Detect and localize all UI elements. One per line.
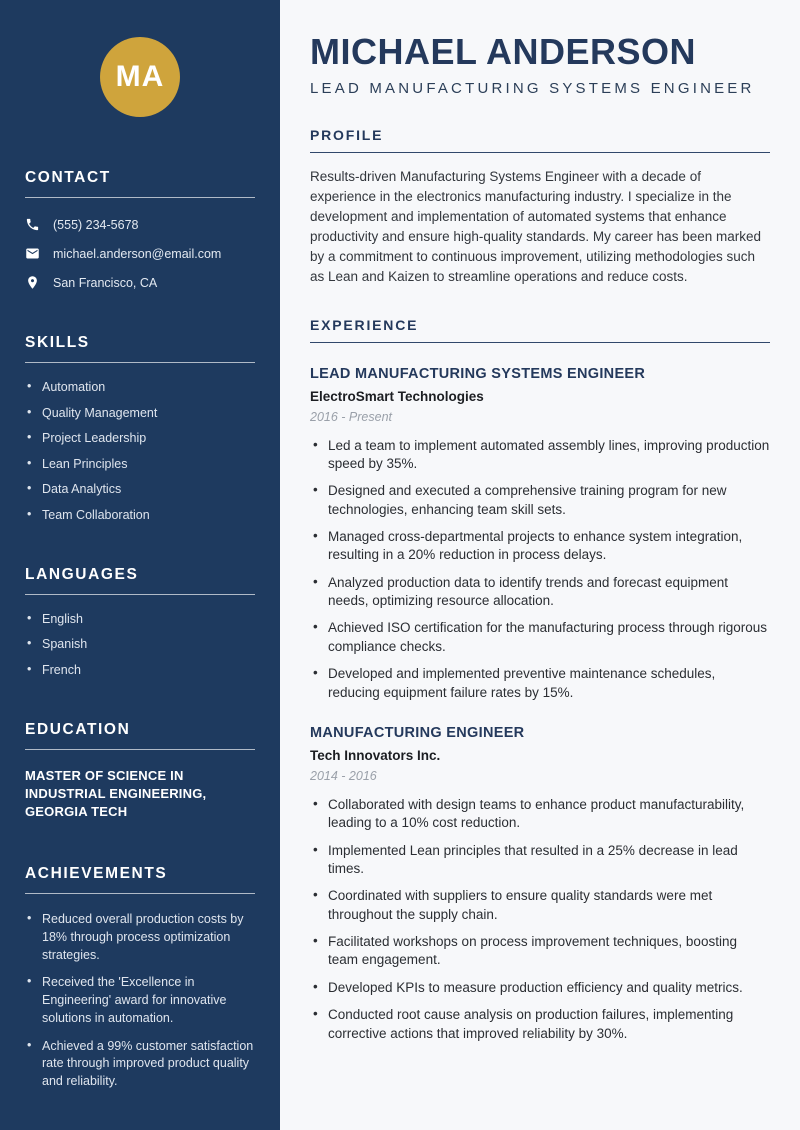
achievements-list <box>25 911 255 1091</box>
contact-item-email <box>25 246 255 261</box>
skill-item: • Automation <box>25 380 255 394</box>
achievement-item: • Achieved a 99% customer satisfaction rate through improved product quality and reliability. <box>25 1038 255 1091</box>
job-bullet: • Achieved ISO certification for the manufacturing process through rigorous compliance checks. <box>310 619 770 656</box>
profile-text: Results-driven Manufacturing Systems Engineer with a decade of experience in the electronics manufacturing industry. I specialize in the development and implementation of automated systems that enhance productivity and ensure high-quality standards. My career has been marked by a commitment to continuous improvement, utilizing methodologies such as Lean and Kaizen to streamline operations and reduce costs. <box>310 168 761 284</box>
phone-icon <box>25 217 40 232</box>
location-icon <box>25 275 40 290</box>
email-icon <box>25 246 40 261</box>
contact-heading: CONTACT <box>25 169 111 186</box>
job-bullet: • Facilitated workshops on process improvement techniques, boosting team engagement. <box>310 933 770 970</box>
candidate-title: LEAD MANUFACTURING SYSTEMS ENGINEER <box>310 79 755 97</box>
avatar-initials: MA <box>115 60 165 93</box>
achievement-item: • Received the 'Excellence in Engineering' award for innovative solutions in automation. <box>25 974 255 1027</box>
languages-list <box>25 612 255 677</box>
contact-item-phone <box>25 217 255 232</box>
job-dates: 2016 - Present <box>310 409 392 424</box>
section-divider <box>25 594 255 595</box>
job-bullet: • Collaborated with design teams to enhance product manufacturability, leading to a 10% cost reduction. <box>310 796 770 833</box>
skills-heading: SKILLS <box>25 334 90 351</box>
language-item: • Spanish <box>25 637 255 651</box>
achievement-item: • Reduced overall production costs by 18% through process optimization strategies. <box>25 911 255 964</box>
job-dates: 2014 - 2016 <box>310 768 377 783</box>
job-bullet: • Designed and executed a comprehensive training program for new technologies, enhancing team skill sets. <box>310 482 770 519</box>
skill-item: • Team Collaboration <box>25 508 255 522</box>
job-bullet: • Analyzed production data to identify trends and forecast equipment needs, optimizing resource allocation. <box>310 574 770 611</box>
contact-item-location <box>25 275 255 290</box>
job-bullet: • Coordinated with suppliers to ensure quality standards were met throughout the supply chain. <box>310 887 770 924</box>
job-title: LEAD MANUFACTURING SYSTEMS ENGINEER <box>310 365 646 382</box>
profile-section <box>310 127 770 287</box>
education-section <box>25 721 255 822</box>
job-bullet: • Conducted root cause analysis on production failures, implementing corrective actions that improved reliability by 30%. <box>310 1006 770 1043</box>
job-title: MANUFACTURING ENGINEER <box>310 724 525 741</box>
skills-list <box>25 380 255 522</box>
language-item: • French <box>25 663 255 677</box>
achievements-section <box>25 865 255 1091</box>
contact-phone-text: (555) 234-5678 <box>53 217 139 232</box>
languages-section <box>25 566 255 677</box>
sidebar <box>0 0 280 1130</box>
skills-section <box>25 334 255 522</box>
section-divider <box>25 893 255 894</box>
experience-heading: EXPERIENCE <box>310 317 770 343</box>
education-heading: EDUCATION <box>25 720 131 738</box>
job-entry <box>310 366 770 702</box>
job-bullets <box>310 437 770 702</box>
job-bullet: • Developed and implemented preventive maintenance schedules, reducing equipment failure rates by 15%. <box>310 665 770 702</box>
section-divider <box>25 362 255 363</box>
contact-location-text: San Francisco, CA <box>53 275 158 290</box>
language-item: • English <box>25 612 255 626</box>
avatar <box>100 37 180 117</box>
job-bullets <box>310 796 770 1043</box>
job-bullet: • Led a team to implement automated assembly lines, improving production speed by 35%. <box>310 437 770 474</box>
profile-heading: PROFILE <box>310 127 770 153</box>
section-divider <box>25 197 255 198</box>
contact-email-text: michael.anderson@email.com <box>53 246 222 261</box>
skill-item: • Project Leadership <box>25 431 255 445</box>
achievements-heading: ACHIEVEMENTS <box>25 865 168 883</box>
job-company: ElectroSmart Technologies <box>310 388 484 404</box>
main-content <box>280 0 800 1130</box>
job-bullet: • Implemented Lean principles that resulted in a 25% decrease in lead times. <box>310 842 770 879</box>
languages-heading: LANGUAGES <box>25 565 139 583</box>
job-entry <box>310 725 770 1043</box>
job-bullet: • Managed cross-departmental projects to enhance system integration, resulting in a 20% reduction in process delays. <box>310 528 770 565</box>
candidate-name: MICHAEL ANDERSON <box>310 31 697 72</box>
section-divider <box>25 749 255 750</box>
skill-item: • Lean Principles <box>25 457 255 471</box>
contact-list <box>25 217 255 290</box>
education-degree: MASTER OF SCIENCE IN INDUSTRIAL ENGINEERING, GEORGIA TECH <box>25 767 207 819</box>
job-company: Tech Innovators Inc. <box>310 747 441 763</box>
job-bullet: • Developed KPIs to measure production efficiency and quality metrics. <box>310 979 770 997</box>
skill-item: • Data Analytics <box>25 482 255 496</box>
experience-section <box>310 317 770 1043</box>
skill-item: • Quality Management <box>25 406 255 420</box>
contact-section <box>25 169 255 290</box>
